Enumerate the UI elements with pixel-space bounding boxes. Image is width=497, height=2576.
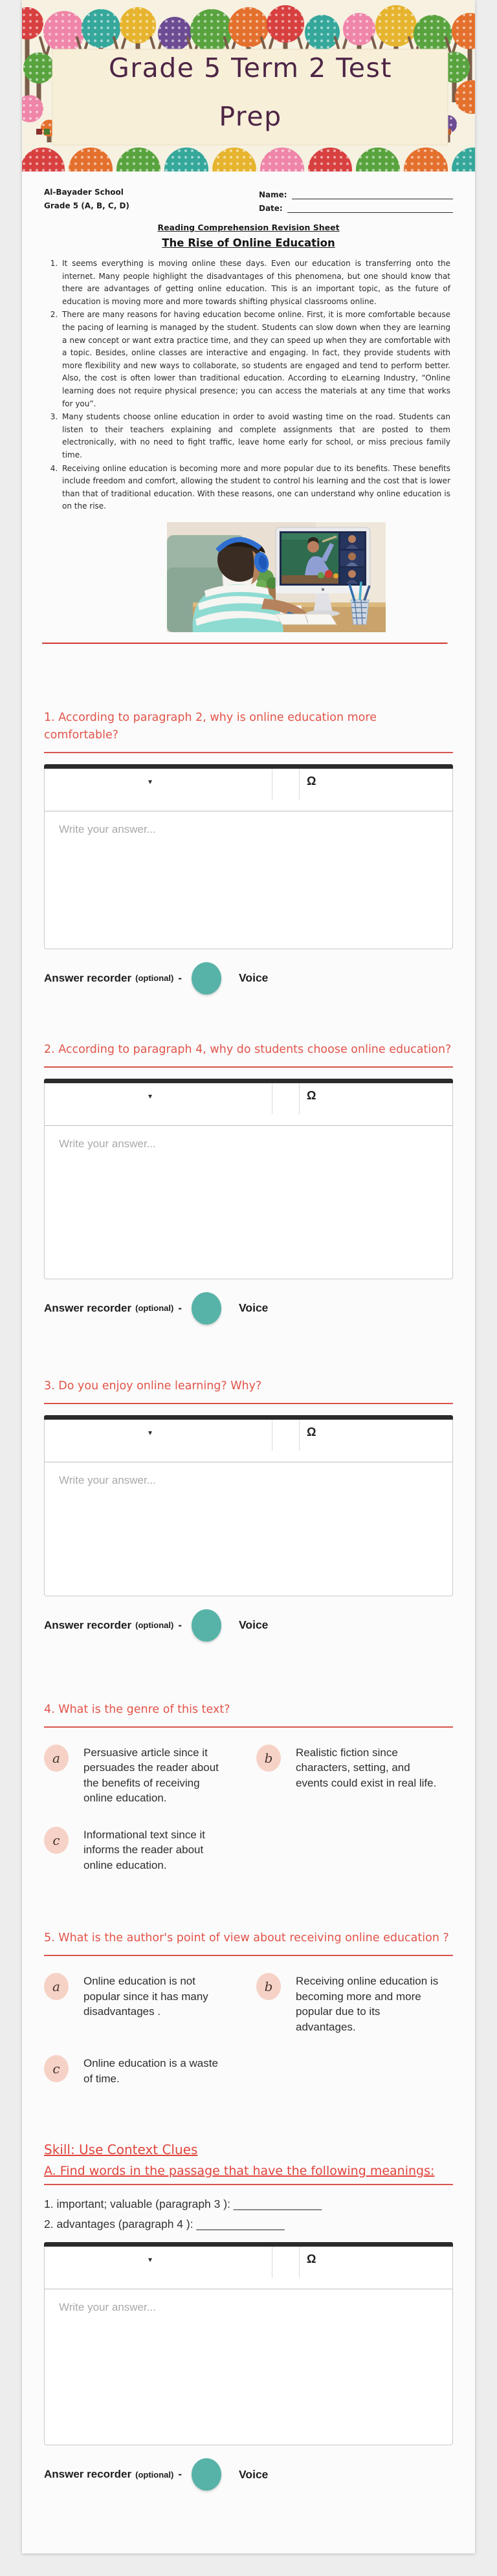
answer-editor-q1 <box>44 764 453 949</box>
special-character-icon[interactable]: Ω <box>307 2252 316 2266</box>
font-dropdown-icon[interactable]: ▾ <box>148 1427 153 1437</box>
recorder-label: Answer recorder <box>44 2468 132 2481</box>
option-a[interactable] <box>44 1973 241 2034</box>
answer-editor-skill <box>44 2242 453 2445</box>
skill-item-2: 2. advantages (paragraph 4 ): ______________ <box>44 2218 285 2231</box>
skill-items <box>44 2194 453 2234</box>
voice-record-button[interactable] <box>192 1292 221 1325</box>
voice-record-button[interactable] <box>192 2458 221 2491</box>
font-dropdown-icon[interactable]: ▾ <box>148 2255 153 2265</box>
trees-pattern-graphic <box>22 0 475 171</box>
option-text: Online education is not popular since it has many disadvantages . <box>83 1975 208 2018</box>
boy-online-class-photo <box>167 522 386 632</box>
option-letter-badge: a <box>44 1745 69 1772</box>
answer-input-q1[interactable] <box>45 811 452 949</box>
skill-subheading: A. Find words in the passage that have the following meanings: <box>44 2164 435 2179</box>
date-blank-line <box>287 203 453 213</box>
skill-underline <box>44 2184 453 2185</box>
passage-title: The Rise of Online Education <box>162 237 335 249</box>
section-divider <box>42 643 448 644</box>
question-1-text: 1. According to paragraph 2, why is online education more comfortable? <box>44 710 377 742</box>
recorder-label: Answer recorder <box>44 971 132 984</box>
question-5-options <box>44 1973 453 2086</box>
voice-label: Voice <box>239 1301 269 1315</box>
question-5-underline <box>44 1955 453 1956</box>
option-a[interactable] <box>44 1745 241 1806</box>
answer-recorder-q1 <box>22 962 475 995</box>
option-text: Receiving online education is becoming more and more popular due to its advantages. <box>296 1975 439 2033</box>
question-5-text: 5. What is the author's point of view about receiving online education ? <box>44 1932 449 1945</box>
editor-toolbar <box>45 2247 452 2289</box>
worksheet-title-line1: Grade 5 Term 2 Test <box>109 52 392 83</box>
toolbar-divider <box>299 769 300 800</box>
special-character-icon[interactable]: Ω <box>307 774 316 787</box>
toolbar-divider <box>299 1083 300 1114</box>
option-b[interactable] <box>256 1973 453 2034</box>
decorative-trees-banner <box>22 0 475 171</box>
font-dropdown-icon[interactable]: ▾ <box>148 1091 153 1101</box>
answer-input-skill[interactable] <box>45 2289 452 2445</box>
option-c[interactable] <box>44 1827 241 1873</box>
reading-passage <box>49 258 450 513</box>
option-text: Informational text since it informs the reader about online education. <box>83 1828 206 1871</box>
question-2-text: 2. According to paragraph 4, why do students choose online education? <box>44 1042 452 1056</box>
editor-topbar <box>44 764 453 769</box>
name-blank-line <box>292 190 453 199</box>
editor-topbar <box>44 1415 453 1420</box>
question-3-text: 3. Do you enjoy online learning? Why? <box>44 1379 262 1393</box>
question-4-underline <box>44 1726 453 1728</box>
skill-section <box>22 2142 475 2445</box>
recorder-label: Answer recorder <box>44 1618 132 1631</box>
question-5-block <box>22 1930 475 2086</box>
voice-label: Voice <box>239 2467 269 2481</box>
option-letter-badge: c <box>44 2055 69 2082</box>
recorder-dash: - <box>178 2468 182 2481</box>
school-info-row <box>22 186 475 213</box>
recorder-dash: - <box>178 971 182 984</box>
answer-recorder-skill <box>22 2458 475 2491</box>
editor-toolbar <box>45 1420 452 1462</box>
answer-editor-q2 <box>44 1079 453 1279</box>
toolbar-divider <box>299 2247 300 2278</box>
voice-label: Voice <box>239 1618 269 1632</box>
answer-recorder-q3 <box>22 1609 475 1642</box>
editor-topbar <box>44 2242 453 2247</box>
voice-label: Voice <box>239 971 269 985</box>
question-2-underline <box>44 1066 453 1068</box>
passage-photo <box>167 522 386 632</box>
option-text: Online education is a waste of time. <box>83 2057 218 2085</box>
voice-record-button[interactable] <box>192 1609 221 1642</box>
option-c[interactable] <box>44 2055 241 2086</box>
recorder-optional-label: (optional) <box>135 1303 174 1314</box>
answer-input-q2[interactable] <box>45 1126 452 1279</box>
question-4-options <box>44 1745 453 1873</box>
option-letter-badge: b <box>256 1973 281 2000</box>
special-character-icon[interactable]: Ω <box>307 1088 316 1102</box>
recorder-dash: - <box>178 1618 182 1631</box>
option-text: Realistic fiction since characters, setting, and events could exist in real life. <box>296 1746 437 1789</box>
worksheet-card <box>22 0 475 2553</box>
passage-paragraph-2: 2. There are many reasons for having education become online. First, it is more comfortable because the pacing of learning is managed by the student. Students can slow down when they are learning a new concept or want extra practice time, and they can speed up when they are comfortable with a topic. Besides, online classes are interactive and engaging. In fact, they provide students with more flexibility and new ways to collaborate, so students are engaged and tend to perform better. Also, the cost is often lower than traditional education. According to eLearning Industry, “Online learning does not require physical presence; you can access the materials at any time that works for you”. <box>60 309 450 410</box>
worksheet-title-line2: Prep <box>219 101 282 132</box>
editor-topbar <box>44 1079 453 1083</box>
passage-paragraph-4: 4. Receiving online education is becoming more and more popular due to its benefits. These benefits include freedom and comfort, allowing the student to control his learning and the cost that is lower than that of traditional education. With these reasons, one can understand why online education is on the rise. <box>60 463 450 513</box>
school-name: Al-Bayader School <box>44 188 124 197</box>
date-label: Date: <box>259 204 283 213</box>
answer-editor-q3 <box>44 1415 453 1596</box>
option-letter-badge: c <box>44 1827 69 1854</box>
passage-paragraph-3: 3. Many students choose online education in order to avoid wasting time on the road. Students can listen to their teachers explaining and complete assignments that are posted to them electronically, with no need to fight traffic, leave home early for school, or miss precious family time. <box>60 411 450 461</box>
question-4-block <box>22 1701 475 1873</box>
question-3-underline <box>44 1403 453 1404</box>
answer-recorder-q2 <box>22 1292 475 1325</box>
question-4-text: 4. What is the genre of this text? <box>44 1702 230 1716</box>
name-label: Name: <box>259 190 287 199</box>
skill-item-1: 1. important; valuable (paragraph 3 ): ______________ <box>44 2197 322 2211</box>
option-letter-badge: a <box>44 1973 69 2000</box>
voice-record-button[interactable] <box>192 962 221 995</box>
answer-placeholder: Write your answer... <box>59 2301 156 2314</box>
special-character-icon[interactable]: Ω <box>307 1425 316 1438</box>
answer-placeholder: Write your answer... <box>59 822 156 835</box>
answer-placeholder: Write your answer... <box>59 1473 156 1486</box>
answer-input-q3[interactable] <box>45 1462 452 1596</box>
recorder-dash: - <box>178 1301 182 1314</box>
question-3-block <box>22 1378 475 1596</box>
recorder-optional-label: (optional) <box>135 1620 174 1631</box>
sheet-subtitle: Reading Comprehension Revision Sheet <box>157 223 340 232</box>
question-1-block <box>22 709 475 949</box>
editor-toolbar <box>45 769 452 811</box>
question-2-block <box>22 1041 475 1279</box>
option-text: Persuasive article since it persuades the reader about the benefits of receiving online education. <box>83 1746 219 1805</box>
recorder-label: Answer recorder <box>44 1301 132 1314</box>
recorder-optional-label: (optional) <box>135 2469 174 2480</box>
answer-placeholder: Write your answer... <box>59 1137 156 1150</box>
option-letter-badge: b <box>256 1745 281 1772</box>
toolbar-divider <box>299 1420 300 1451</box>
question-1-underline <box>44 752 453 753</box>
school-grade: Grade 5 (A, B, C, D) <box>44 201 129 210</box>
font-dropdown-icon[interactable]: ▾ <box>148 776 153 786</box>
option-b[interactable] <box>256 1745 453 1806</box>
passage-paragraph-1: 1. It seems everything is moving online these days. Even our education is transferring onto the internet. Many people highlight the disadvantages of this phenomena, but one should know that there are advantages of getting online education. This is an important topic, as the future of education is moving more and more towards shifting physical classrooms online. <box>60 258 450 308</box>
editor-toolbar <box>45 1083 452 1126</box>
recorder-optional-label: (optional) <box>135 973 174 984</box>
skill-heading: Skill: Use Context Clues <box>44 2142 198 2158</box>
